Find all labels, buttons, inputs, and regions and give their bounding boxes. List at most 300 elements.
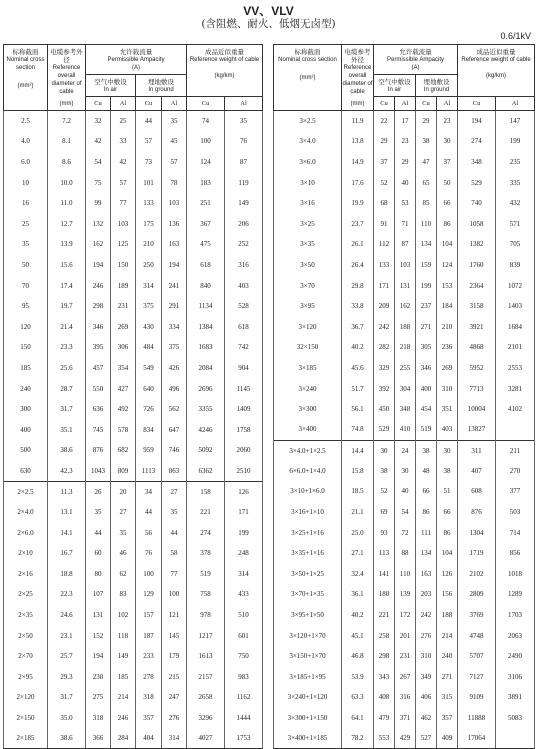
cell-air-cu: 275 <box>86 687 111 708</box>
cell-weight-cu: 475 <box>187 234 225 255</box>
cell-section: 2.5 <box>4 111 48 132</box>
cell-air-cu: 52 <box>374 481 395 502</box>
cell-weight-al: 335 <box>496 172 535 193</box>
cell-weight-al: 211 <box>496 440 535 461</box>
cell-diameter: 14.9 <box>342 152 374 173</box>
cell-section: 2×185 <box>4 728 48 749</box>
cell-air-cu: 91 <box>374 213 395 234</box>
cell-weight-al <box>496 728 535 749</box>
cell-weight-al: 5083 <box>496 708 535 729</box>
cell-weight-cu: 529 <box>458 172 496 193</box>
cell-ground-cu: 314 <box>136 275 162 296</box>
cell-ground-cu: 65 <box>416 172 437 193</box>
table-row <box>274 234 535 255</box>
table-row <box>274 522 535 543</box>
table-body <box>274 111 535 749</box>
cell-ground-cu: 726 <box>136 399 162 420</box>
cell-air-cu: 346 <box>86 316 111 337</box>
cell-diameter: 23.3 <box>48 337 86 358</box>
cell-air-al: 246 <box>111 708 136 729</box>
cell-weight-cu: 1719 <box>458 543 496 564</box>
cell-section: 25 <box>4 213 48 234</box>
cell-section: 185 <box>4 358 48 379</box>
cell-ground-al: 104 <box>437 234 458 255</box>
cell-section: 50 <box>4 255 48 276</box>
cell-section: 3×2.5 <box>274 111 342 132</box>
cell-diameter: 31.7 <box>48 687 86 708</box>
cell-diameter: 45.6 <box>342 358 374 379</box>
cell-weight-cu: 2084 <box>187 358 225 379</box>
cell-weight-al: 714 <box>496 522 535 543</box>
cell-ground-cu: 38 <box>416 131 437 152</box>
cell-weight-cu: 378 <box>187 543 225 564</box>
cell-weight-al: 248 <box>225 543 263 564</box>
cell-air-al: 53 <box>395 193 416 214</box>
cell-weight-cu: 407 <box>458 461 496 482</box>
cell-air-al: 371 <box>395 708 416 729</box>
table-row <box>4 337 263 358</box>
table-row <box>4 378 263 399</box>
cell-section: 2×50 <box>4 625 48 646</box>
cell-ground-al: 51 <box>437 481 458 502</box>
cell-weight-al: 76 <box>225 131 263 152</box>
cell-diameter: 33.8 <box>342 296 374 317</box>
cell-weight-al: 1444 <box>225 708 263 729</box>
cell-weight-al: 4102 <box>496 399 535 420</box>
cell-weight-cu: 519 <box>187 564 225 585</box>
cell-ground-cu: 462 <box>416 708 437 729</box>
cable-table-right <box>273 44 535 749</box>
table-row <box>274 255 535 276</box>
table-row <box>4 522 263 543</box>
cell-weight-al: 35 <box>225 111 263 132</box>
cell-air-cu: 132 <box>86 213 111 234</box>
cell-ground-cu: 242 <box>416 605 437 626</box>
cell-diameter: 8.1 <box>48 131 86 152</box>
cell-ground-cu: 404 <box>136 728 162 749</box>
cell-ground-al: 215 <box>162 667 187 688</box>
cell-ground-al: 103 <box>162 193 187 214</box>
cell-weight-cu: 158 <box>187 481 225 502</box>
cell-weight-cu: 11888 <box>458 708 496 729</box>
cell-diameter: 63.3 <box>342 687 374 708</box>
cell-section: 3×10+1×6.0 <box>274 481 342 502</box>
table-row <box>4 440 263 461</box>
cell-weight-cu: 2696 <box>187 378 225 399</box>
cell-air-al: 103 <box>111 213 136 234</box>
cell-diameter: 10.0 <box>48 172 86 193</box>
cell-air-al: 17 <box>395 111 416 132</box>
cell-section: 2×2.5 <box>4 481 48 502</box>
cell-ground-cu: 318 <box>136 687 162 708</box>
cell-ground-al: 310 <box>437 378 458 399</box>
table-row <box>4 234 263 255</box>
cell-ground-cu: 406 <box>416 687 437 708</box>
cell-air-cu: 32 <box>86 111 111 132</box>
table-row <box>4 667 263 688</box>
cell-ground-al: 44 <box>162 522 187 543</box>
cell-ground-cu: 400 <box>416 378 437 399</box>
cell-section: 3×400 <box>274 419 342 440</box>
cell-section: 3×6.0 <box>274 152 342 173</box>
table-row <box>4 131 263 152</box>
cell-air-cu: 69 <box>374 502 395 523</box>
cell-weight-cu: 608 <box>458 481 496 502</box>
cell-ground-cu: 73 <box>136 152 162 173</box>
cell-section: 630 <box>4 461 48 482</box>
cell-section: 32×150 <box>274 337 342 358</box>
cell-weight-cu: 618 <box>187 255 225 276</box>
cell-weight-cu: 3355 <box>187 399 225 420</box>
cell-ground-cu: 44 <box>136 111 162 132</box>
cell-diameter: 11.9 <box>342 111 374 132</box>
cell-diameter: 28.7 <box>48 378 86 399</box>
table-row <box>274 687 535 708</box>
header-in-ground: 埋地敷设 In ground <box>416 75 458 97</box>
cell-ground-al: 236 <box>437 337 458 358</box>
cell-air-cu: 450 <box>374 399 395 420</box>
cell-air-al: 316 <box>395 687 416 708</box>
cell-ground-cu: 210 <box>136 234 162 255</box>
cell-diameter: 13.8 <box>342 131 374 152</box>
cell-ground-cu: 57 <box>136 131 162 152</box>
cell-ground-al: 247 <box>162 687 187 708</box>
cell-diameter: 12.7 <box>48 213 86 234</box>
voltage-label: 0.6/1kV <box>500 31 531 41</box>
cell-weight-al: 742 <box>225 337 263 358</box>
cell-air-cu: 60 <box>86 543 111 564</box>
cell-air-cu: 152 <box>86 625 111 646</box>
cell-weight-cu: 274 <box>187 522 225 543</box>
cell-air-cu: 745 <box>86 419 111 440</box>
cell-ground-cu: 357 <box>136 708 162 729</box>
cell-section: 3×300 <box>274 399 342 420</box>
cell-air-cu: 298 <box>86 296 111 317</box>
cell-section: 3×50+1×25 <box>274 564 342 585</box>
cell-diameter: 17.6 <box>342 172 374 193</box>
table-row <box>274 461 535 482</box>
cell-air-cu: 37 <box>374 152 395 173</box>
cell-ground-al: 23 <box>437 111 458 132</box>
cell-section: 2×35 <box>4 605 48 626</box>
cell-air-al: 62 <box>111 564 136 585</box>
cell-air-cu: 366 <box>86 728 111 749</box>
cell-air-cu: 113 <box>374 543 395 564</box>
cell-weight-cu: 2364 <box>458 275 496 296</box>
cell-weight-al: 1703 <box>496 605 535 626</box>
header-weight: 成品近似重量 Reference weight of cable (kg/km) <box>458 45 535 97</box>
cell-diameter: 13.9 <box>48 234 86 255</box>
cell-ground-cu: 203 <box>416 584 437 605</box>
cell-air-al: 189 <box>111 275 136 296</box>
cell-weight-cu: 348 <box>458 152 496 173</box>
cell-ground-cu: 349 <box>416 667 437 688</box>
cell-section: 3×150+1×70 <box>274 646 342 667</box>
cell-ground-cu: 133 <box>136 193 162 214</box>
cell-weight-cu: 7713 <box>458 378 496 399</box>
cell-air-al: 102 <box>111 605 136 626</box>
cell-air-cu: 112 <box>374 234 395 255</box>
cell-air-cu: 1043 <box>86 461 111 482</box>
cell-diameter: 23.7 <box>342 213 374 234</box>
cell-air-cu: 550 <box>86 378 111 399</box>
cell-ground-al: 77 <box>162 564 187 585</box>
cell-diameter: 64.1 <box>342 708 374 729</box>
table-row <box>4 213 263 234</box>
cell-air-al: 284 <box>111 728 136 749</box>
cell-weight-al: 601 <box>225 625 263 646</box>
cell-weight-al: 571 <box>496 213 535 234</box>
cell-weight-al: 3281 <box>496 378 535 399</box>
header-cu: Cu <box>416 97 437 111</box>
cell-air-al: 131 <box>395 275 416 296</box>
cell-air-al: 118 <box>111 625 136 646</box>
cell-weight-al: 618 <box>225 316 263 337</box>
cell-ground-cu: 47 <box>416 152 437 173</box>
cell-air-al: 172 <box>395 605 416 626</box>
cell-ground-al: 35 <box>162 111 187 132</box>
cell-ground-cu: 1113 <box>136 461 162 482</box>
cell-air-al: 25 <box>111 111 136 132</box>
cell-ground-al: 210 <box>437 316 458 337</box>
table-row <box>4 399 263 420</box>
table-row <box>4 152 263 173</box>
cell-weight-al: 199 <box>225 522 263 543</box>
cell-section: 2×70 <box>4 646 48 667</box>
cell-section: 3×16+1×10 <box>274 502 342 523</box>
cell-ground-al: 45 <box>162 131 187 152</box>
cell-ground-cu: 305 <box>416 337 437 358</box>
table-header <box>274 45 535 111</box>
cell-air-cu: 395 <box>86 337 111 358</box>
cell-weight-cu: 1217 <box>187 625 225 646</box>
cell-air-cu: 258 <box>374 625 395 646</box>
table-body <box>4 111 263 749</box>
cell-section: 2×25 <box>4 584 48 605</box>
cell-ground-cu: 271 <box>416 316 437 337</box>
cell-weight-al: 503 <box>496 502 535 523</box>
cell-air-al: 410 <box>395 419 416 440</box>
page-title: VV、VLV <box>243 4 294 18</box>
cell-weight-al: 199 <box>496 131 535 152</box>
table-row <box>274 543 535 564</box>
cell-air-cu: 99 <box>86 193 111 214</box>
cell-ground-al: 37 <box>437 152 458 173</box>
cell-air-al: 348 <box>395 399 416 420</box>
cell-diameter: 25.7 <box>48 646 86 667</box>
cell-air-al: 188 <box>395 316 416 337</box>
cell-diameter: 23.1 <box>48 625 86 646</box>
cell-ground-cu: 375 <box>136 296 162 317</box>
cell-ground-al: 126 <box>437 564 458 585</box>
cell-weight-cu: 1760 <box>458 255 496 276</box>
header-cu: Cu <box>187 97 225 111</box>
cell-air-cu: 80 <box>86 564 111 585</box>
cell-weight-al: 856 <box>496 543 535 564</box>
cell-weight-al: 149 <box>225 193 263 214</box>
cell-air-cu: 343 <box>374 667 395 688</box>
cell-ground-al: 184 <box>437 296 458 317</box>
cell-air-al: 267 <box>395 667 416 688</box>
header-al: Al <box>162 97 187 111</box>
cell-air-cu: 221 <box>374 605 395 626</box>
cell-ground-cu: 233 <box>136 646 162 667</box>
cell-air-cu: 553 <box>374 728 395 749</box>
cell-diameter: 16.7 <box>48 543 86 564</box>
cell-diameter: 25.6 <box>48 358 86 379</box>
cell-section: 3×400+1×185 <box>274 728 342 749</box>
cell-ground-al: 271 <box>437 667 458 688</box>
table-row <box>274 378 535 399</box>
table-row <box>274 337 535 358</box>
cell-air-cu: 392 <box>374 378 395 399</box>
header-in-ground: 埋地敷设 In ground <box>136 75 187 97</box>
cell-diameter: 24.6 <box>48 605 86 626</box>
cell-weight-cu: 5707 <box>458 646 496 667</box>
cell-air-cu: 318 <box>86 708 111 729</box>
cell-ground-al: 100 <box>162 584 187 605</box>
cell-diameter: 35.1 <box>48 419 86 440</box>
cell-diameter: 53.9 <box>342 667 374 688</box>
cell-air-cu: 75 <box>86 172 111 193</box>
cell-weight-al: 1289 <box>496 584 535 605</box>
table-row <box>4 543 263 564</box>
cell-weight-cu: 3921 <box>458 316 496 337</box>
table-row <box>4 275 263 296</box>
table-row <box>4 419 263 440</box>
cell-ground-cu: 134 <box>416 234 437 255</box>
cell-weight-cu: 978 <box>187 605 225 626</box>
cell-weight-cu: 3296 <box>187 708 225 729</box>
cell-weight-cu: 758 <box>187 584 225 605</box>
cell-ground-cu: 175 <box>136 213 162 234</box>
cell-ground-al: 86 <box>437 522 458 543</box>
cell-air-al: 809 <box>111 461 136 482</box>
header-cu: Cu <box>458 97 496 111</box>
cell-ground-cu: 527 <box>416 728 437 749</box>
cell-ground-al: 121 <box>162 605 187 626</box>
cell-diameter: 18.8 <box>48 564 86 585</box>
cell-air-al: 255 <box>395 358 416 379</box>
cell-weight-al: 1753 <box>225 728 263 749</box>
cell-section: 3×240 <box>274 378 342 399</box>
cell-air-cu: 298 <box>374 646 395 667</box>
header-al: Al <box>496 97 535 111</box>
cell-air-al: 77 <box>111 193 136 214</box>
cell-weight-al: 1684 <box>496 316 535 337</box>
header-al: Al <box>111 97 136 111</box>
cell-section: 120 <box>4 316 48 337</box>
cell-weight-cu: 9109 <box>458 687 496 708</box>
cell-air-cu: 238 <box>86 667 111 688</box>
cell-section: 3×16 <box>274 193 342 214</box>
cell-air-cu: 194 <box>86 255 111 276</box>
cell-ground-cu: 834 <box>136 419 162 440</box>
cell-ground-cu: 56 <box>136 522 162 543</box>
cell-air-al: 218 <box>395 337 416 358</box>
cell-air-cu: 141 <box>374 564 395 585</box>
cell-ground-al: 156 <box>437 584 458 605</box>
cell-section: 3×120 <box>274 316 342 337</box>
cell-section: 2×10 <box>4 543 48 564</box>
cell-weight-cu: 2809 <box>458 584 496 605</box>
table-row <box>274 502 535 523</box>
cell-ground-al: 496 <box>162 378 187 399</box>
cell-weight-al: 126 <box>225 481 263 502</box>
table-row <box>274 213 535 234</box>
cell-air-al: 149 <box>111 646 136 667</box>
table-row <box>274 605 535 626</box>
table-row <box>274 440 535 461</box>
cell-diameter: 36.1 <box>342 584 374 605</box>
cell-ground-al: 50 <box>437 172 458 193</box>
cell-section: 3×95 <box>274 296 342 317</box>
cell-air-al: 214 <box>111 687 136 708</box>
cell-weight-al: 1409 <box>225 399 263 420</box>
cell-ground-cu: 640 <box>136 378 162 399</box>
cell-ground-al: 426 <box>162 358 187 379</box>
cell-weight-al: 2553 <box>496 358 535 379</box>
header-ampacity: 允许载流量 Permissible Ampacity (A) <box>86 45 187 75</box>
cell-ground-al: 38 <box>437 461 458 482</box>
cell-section: 2×6.0 <box>4 522 48 543</box>
cell-weight-cu: 2658 <box>187 687 225 708</box>
cell-air-al: 429 <box>395 728 416 749</box>
cell-weight-cu: 1683 <box>187 337 225 358</box>
cell-ground-cu: 34 <box>136 481 162 502</box>
cell-ground-al: 86 <box>437 213 458 234</box>
cell-air-cu: 38 <box>374 461 395 482</box>
cell-air-al: 231 <box>395 646 416 667</box>
cell-weight-cu: 6362 <box>187 461 225 482</box>
cell-air-al: 87 <box>395 234 416 255</box>
cell-ground-cu: 66 <box>416 481 437 502</box>
cell-diameter: 25.0 <box>342 522 374 543</box>
cell-weight-al: 1162 <box>225 687 263 708</box>
cell-ground-al: 30 <box>437 131 458 152</box>
cell-section: 3×10 <box>274 172 342 193</box>
cell-ground-cu: 199 <box>416 275 437 296</box>
cell-air-cu: 209 <box>374 296 395 317</box>
cell-section: 500 <box>4 440 48 461</box>
header-al: Al <box>225 97 263 111</box>
cell-weight-cu: 10004 <box>458 399 496 420</box>
cell-ground-al: 863 <box>162 461 187 482</box>
table-row <box>274 481 535 502</box>
cell-air-cu: 26 <box>86 481 111 502</box>
cell-weight-al: 2060 <box>225 440 263 461</box>
cell-ground-al: 78 <box>162 172 187 193</box>
table-row <box>4 193 263 214</box>
cell-weight-al: 904 <box>225 358 263 379</box>
cell-air-al: 427 <box>111 378 136 399</box>
table-header <box>4 45 263 111</box>
cell-section: 16 <box>4 193 48 214</box>
cell-ground-cu: 430 <box>136 316 162 337</box>
cell-weight-cu: 5092 <box>187 440 225 461</box>
cell-ground-cu: 48 <box>416 461 437 482</box>
cell-air-cu: 529 <box>374 419 395 440</box>
cell-air-al: 57 <box>111 172 136 193</box>
cell-diameter: 40.2 <box>342 337 374 358</box>
cell-air-cu: 44 <box>86 522 111 543</box>
cell-ground-cu: 484 <box>136 337 162 358</box>
table-row <box>4 564 263 585</box>
cell-air-al: 88 <box>395 543 416 564</box>
cell-weight-al: 377 <box>496 481 535 502</box>
cell-section: 3×185+1×95 <box>274 667 342 688</box>
cell-section: 400 <box>4 419 48 440</box>
